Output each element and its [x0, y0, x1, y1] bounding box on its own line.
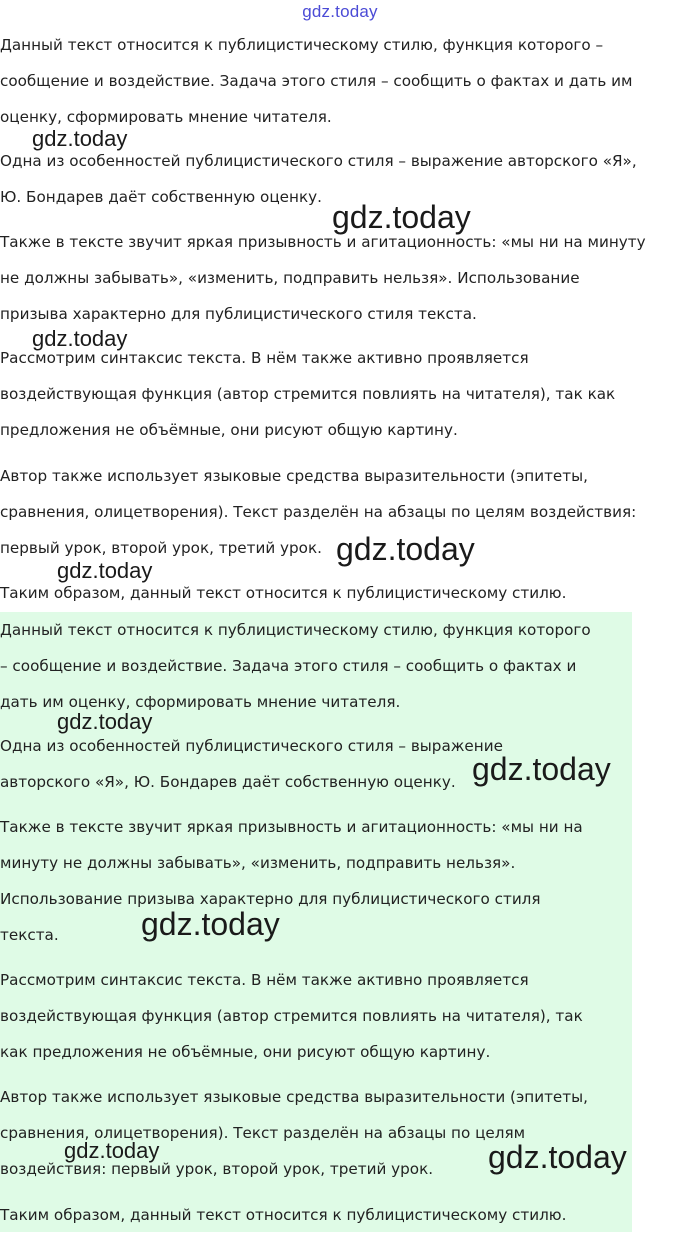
text-line: Также в тексте звучит яркая призывность и агитационность: «мы ни на минуту	[0, 233, 646, 251]
paragraph-highlighted-4	[0, 962, 583, 1070]
text-line: Данный текст относится к публицистическому стилю, функция которого –	[0, 36, 604, 54]
paragraph-original-3	[0, 224, 646, 332]
paragraph-original-2	[0, 143, 637, 215]
text-line: Рассмотрим синтаксис текста. В нём также активно проявляется	[0, 349, 529, 367]
paragraph-highlighted-6	[0, 1197, 566, 1233]
text-line: не должны забывать», «изменить, подправить нельзя». Использование	[0, 269, 580, 287]
text-line: как предложения не объёмные, они рисуют общую картину.	[0, 1043, 491, 1061]
text-line: Также в тексте звучит яркая призывность и агитационность: «мы ни на	[0, 818, 583, 836]
text-line: Данный текст относится к публицистическому стилю, функция которого	[0, 621, 591, 639]
paragraph-highlighted-2	[0, 728, 503, 800]
watermark: gdz.today	[336, 531, 475, 567]
watermark: gdz.today	[332, 199, 471, 235]
paragraph-original-4	[0, 340, 615, 448]
text-line: оценку, сформировать мнение читателя.	[0, 108, 332, 126]
watermark: gdz.today	[57, 558, 153, 583]
text-line: призыва характерно для публицистического стиля текста.	[0, 305, 477, 323]
text-line: сообщение и воздействие. Задача этого стиля – сообщить о фактах и дать им	[0, 72, 633, 90]
text-line: воздействующая функция (автор стремится повлиять на читателя), так	[0, 1007, 583, 1025]
text-line: Автор также использует языковые средства выразительности (эпитеты,	[0, 1088, 588, 1106]
text-line: текста.	[0, 926, 59, 944]
watermark: gdz.today	[32, 326, 128, 351]
text-line: авторского «Я», Ю. Бондарев даёт собственную оценку.	[0, 773, 456, 791]
text-line: первый урок, второй урок, третий урок.	[0, 539, 322, 557]
watermark: gdz.today	[488, 1139, 627, 1175]
text-line: Ю. Бондарев даёт собственную оценку.	[0, 188, 322, 206]
text-line: Таким образом, данный текст относится к публицистическому стилю.	[0, 584, 567, 602]
text-line: сравнения, олицетворения). Текст разделён на абзацы по целям воздействия:	[0, 503, 637, 521]
watermark: gdz.today	[64, 1138, 160, 1163]
text-line: Одна из особенностей публицистического стиля – выражение	[0, 737, 503, 755]
text-line: Рассмотрим синтаксис текста. В нём также активно проявляется	[0, 971, 529, 989]
paragraph-highlighted-1	[0, 612, 591, 720]
text-line: минуту не должны забывать», «изменить, подправить нельзя».	[0, 854, 516, 872]
text-line: Одна из особенностей публицистического стиля – выражение авторского «Я»,	[0, 152, 637, 170]
text-line: предложения не объёмные, они рисуют общую картину.	[0, 421, 458, 439]
paragraph-original-1	[0, 27, 632, 135]
watermark: gdz.today	[141, 906, 280, 942]
text-line: Использование призыва характерно для публицистического стиля	[0, 890, 541, 908]
watermark: gdz.today	[57, 709, 153, 734]
text-line: – сообщение и воздействие. Задача этого стиля – сообщить о фактах и	[0, 657, 577, 675]
paragraph-original-5	[0, 458, 636, 566]
text-line: сравнения, олицетворения). Текст разделён на абзацы по целям	[0, 1124, 526, 1142]
text-line: дать им оценку, сформировать мнение читателя.	[0, 693, 401, 711]
paragraph-highlighted-3	[0, 809, 583, 953]
text-line: Автор также использует языковые средства выразительности (эпитеты,	[0, 467, 588, 485]
watermark: gdz.today	[32, 126, 128, 151]
site-logo[interactable]: gdz.today	[302, 2, 378, 21]
text-line: воздействия: первый урок, второй урок, третий урок.	[0, 1160, 434, 1178]
watermark: gdz.today	[472, 751, 611, 787]
text-line: воздействующая функция (автор стремится повлиять на читателя), так как	[0, 385, 616, 403]
text-line: Таким образом, данный текст относится к публицистическому стилю.	[0, 1206, 567, 1224]
